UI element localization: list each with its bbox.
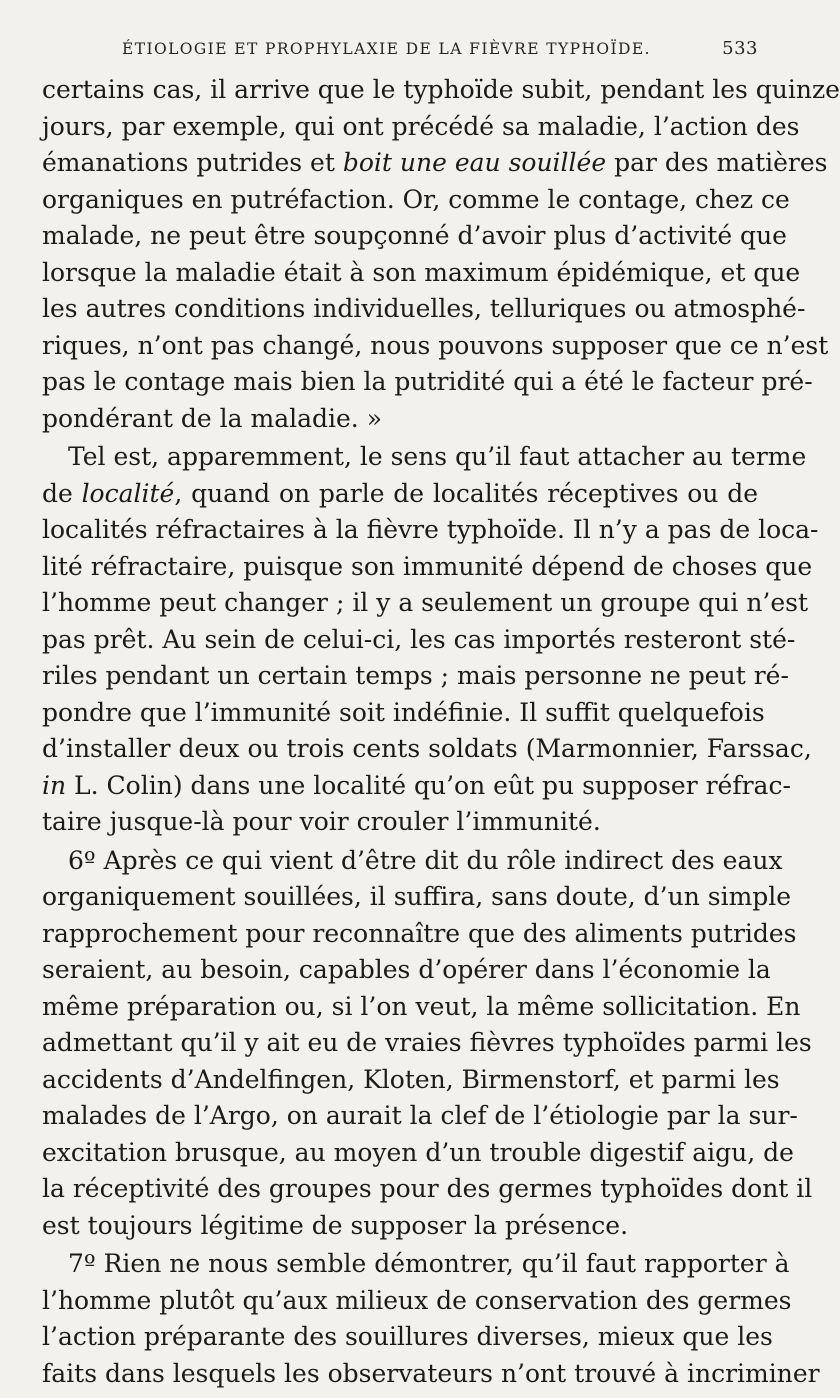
text-line: émanations putrides et boit une eau souillée par des matières <box>42 148 828 177</box>
text-line: malade, ne peut être soupçonné d’avoir plus d’activité que <box>42 221 787 250</box>
text-line: pas prêt. Au sein de celui-ci, les cas importés resteront sté- <box>42 624 796 654</box>
text-line: organiquement souillées, il suffira, sans doute, d’un simple <box>42 882 792 911</box>
text-line: riles pendant un certain temps ; mais personne ne peut ré- <box>42 661 789 690</box>
running-head <box>42 36 758 66</box>
text-line: accidents d’Andelfingen, Kloten, Birmenstorf, et parmi les <box>42 1064 780 1094</box>
text-line: organiques en putréfaction. Or, comme le contage, chez ce <box>42 184 790 214</box>
text-line: riques, n’ont pas changé, nous pouvons supposer que ce n’est <box>42 330 829 360</box>
paragraph-start-line: 6º Après ce qui vient d’être dit du rôle indirect des eaux <box>68 845 783 875</box>
text-line: lité réfractaire, puisque son immunité dépend de choses que <box>42 551 813 581</box>
text-line: jours, par exemple, qui ont précédé sa maladie, l’action des <box>42 111 800 141</box>
text-line: admettant qu’il y ait eu de vraies fièvres typhoïdes parmi les <box>42 1028 812 1057</box>
text-line: seraient, au besoin, capables d’opérer dans l’économie la <box>42 955 771 984</box>
text-line: localités réfractaires à la fièvre typhoïde. Il n’y a pas de loca- <box>42 515 819 544</box>
italic-phrase: boit une eau souillée <box>342 148 607 177</box>
page-number: 533 <box>722 38 758 59</box>
text-line: les autres conditions individuelles, telluriques ou atmosphé- <box>42 294 806 323</box>
text-line: faits dans lesquels les observateurs n’ont trouvé à incriminer <box>42 1358 820 1388</box>
text-line: excitation brusque, au moyen d’un trouble digestif aigu, de <box>42 1137 794 1167</box>
text-line: même préparation ou, si l’on veut, la même sollicitation. En <box>42 991 801 1021</box>
text-line: l’action préparante des souillures diverses, mieux que les <box>42 1322 773 1351</box>
text-line: malades de l’Argo, on aurait la clef de l’étiologie par la sur- <box>42 1101 798 1130</box>
running-title: ÉTIOLOGIE ET PROPHYLAXIE DE LA FIÈVRE TYPHOÏDE. <box>122 40 651 58</box>
body-text <box>42 72 840 1392</box>
paragraph-start-line: Tel est, apparemment, le sens qu’il faut attacher au terme <box>68 442 807 471</box>
text-line: certains cas, il arrive que le typhoïde subit, pendant les quinze <box>42 75 840 104</box>
text-line: l’homme peut changer ; il y a seulement un groupe qui n’est <box>42 588 809 617</box>
text-line: rapprochement pour reconnaître que des aliments putrides <box>42 918 797 948</box>
italic-word: localité <box>81 478 175 508</box>
text-line: pas le contage mais bien la putridité qui a été le facteur pré- <box>42 367 813 396</box>
italic-word: in <box>42 770 67 800</box>
text-line: pondre que l’immunité soit indéfinie. Il suffit quelquefois <box>42 697 765 727</box>
text-line: de localité, quand on parle de localités réceptives ou de <box>42 478 758 508</box>
text-line: l’homme plutôt qu’aux milieux de conservation des germes <box>42 1285 792 1315</box>
text-line: pondérant de la maladie. » <box>42 403 382 433</box>
text-line: taire jusque-là pour voir crouler l’immunité. <box>42 807 601 836</box>
text-line: est toujours légitime de supposer la présence. <box>42 1210 629 1240</box>
paragraph-start-line: 7º Rien ne nous semble démontrer, qu’il faut rapporter à <box>68 1249 790 1278</box>
text-line: d’installer deux ou trois cents soldats (Marmonnier, Farssac, <box>42 734 812 763</box>
text-line: lorsque la maladie était à son maximum épidémique, et que <box>42 257 801 287</box>
text-line: in L. Colin) dans une localité qu’on eût pu supposer réfrac- <box>42 770 791 800</box>
text-line: la réceptivité des groupes pour des germes typhoïdes dont il <box>42 1174 813 1203</box>
